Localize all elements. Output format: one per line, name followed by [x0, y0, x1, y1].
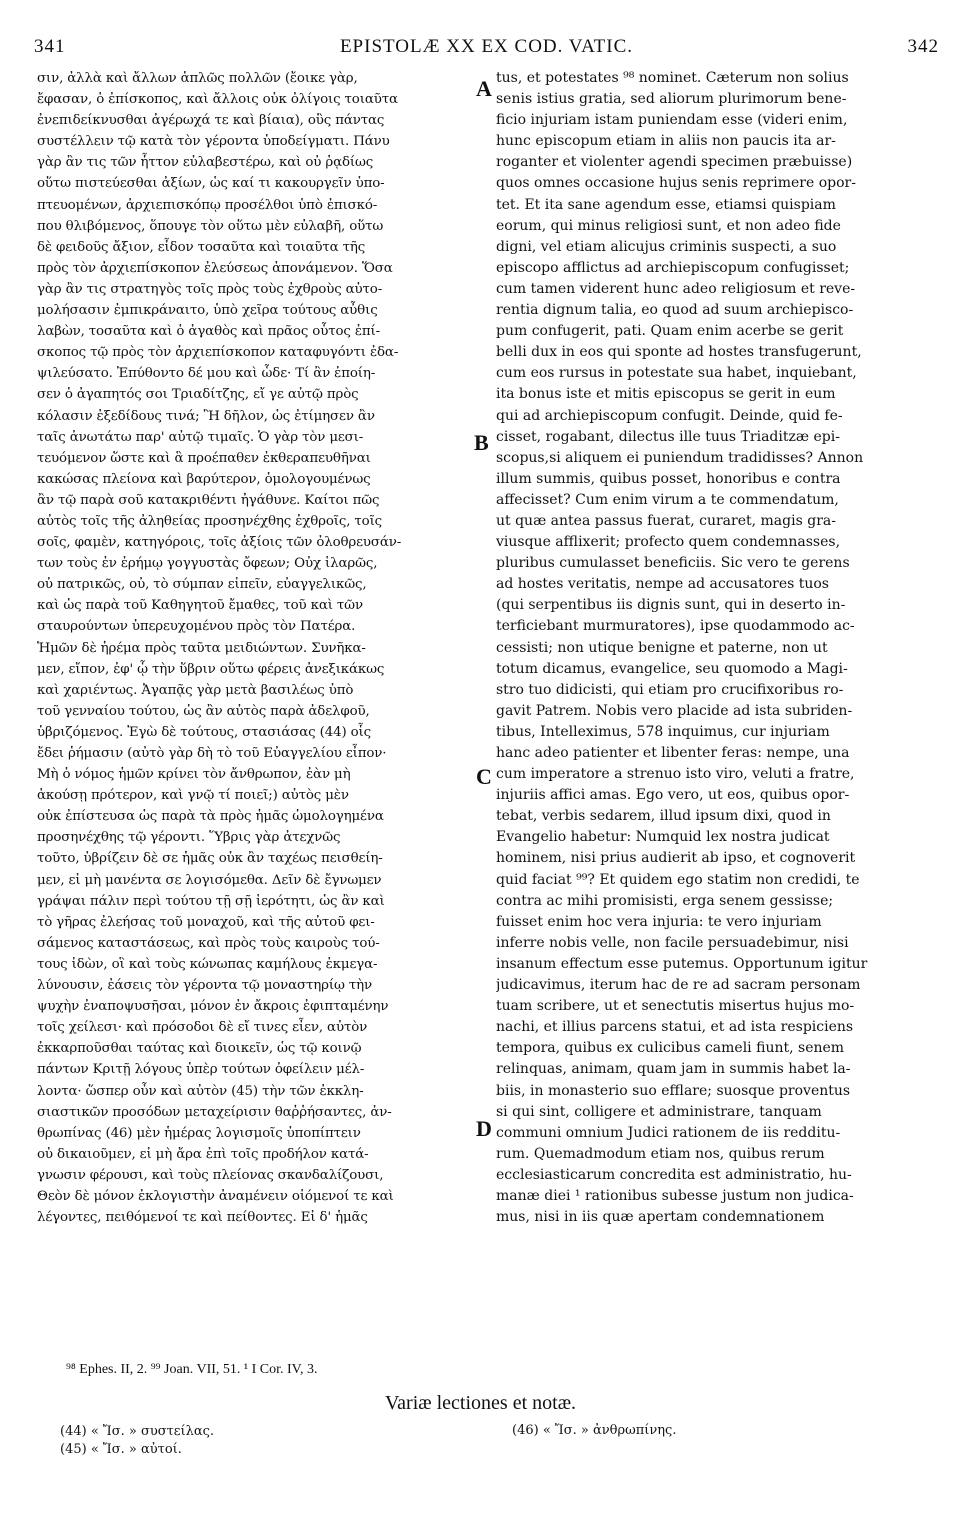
running-title: EPISTOLÆ XX EX COD. VATIC.	[339, 36, 634, 57]
text-line: τοῖς χείλεσι· καὶ πρόσοδοι δὲ εἴ τινες εἶεν, αὐτὸν	[37, 1020, 368, 1036]
latin-text-column	[496, 68, 928, 1228]
text-line: injuriis affici amas. Ego vero, ut eos, quibus opor-	[496, 787, 850, 804]
text-line: ἂν τῷ παρὰ σοῦ κατακριθέντι ἠγάθυνε. Καίτοι πῶς	[37, 492, 380, 508]
text-line: μεν, εἴπον, ἐφ' ᾧ τὴν ὕβριν οὕτω φέρεις ἀνεξικάκως	[37, 661, 385, 677]
text-line: οὕτω πιστεύεσθαι ἀξίων, ὡς καί τι κακουργεῖν ὑπο-	[37, 176, 385, 192]
text-line: communi omnium Judici rationem de iis redditu-	[496, 1124, 841, 1141]
text-line: γὰρ ἂν τις τῶν ἧττον εὐλαβεστέρω, καὶ οὐ ῥᾳδίως	[37, 155, 374, 171]
text-line: καὶ χαριέντως. Ἀγαπᾷς γὰρ μετὰ βασιλέως ὑπὸ	[37, 682, 354, 698]
text-line: λαβὼν, τοσαῦτα καὶ ὁ ἀγαθὸς καὶ πρᾶος οὗτος ἐπί-	[37, 324, 380, 340]
text-line: Ἡμῶν δὲ ἠρέμα πρὸς ταῦτα μειδιώντων. Συνῆκα-	[37, 640, 366, 656]
text-line: ὑβριζόμενος. Ἐγὼ δὲ τούτους, στασιάσας (44) οἷς	[37, 724, 371, 740]
text-line: senis istius gratia, sed aliorum plurimorum bene-	[496, 91, 847, 108]
text-line: ψιλεύσατο. Ἐπύθοντο δέ μου καὶ ὧδε· Τί ἂν ἐποίη-	[37, 366, 376, 382]
margin-letter-d: D	[476, 1116, 492, 1141]
text-line: τοῦτο, ὑβρίζειν δὲ σε ἡμᾶς οὐκ ἂν ταχέως πεισθείη-	[37, 851, 383, 867]
greek-text-column	[37, 68, 485, 1228]
text-line: (qui serpentibus iis dignis sunt, qui in deserto in-	[496, 597, 846, 614]
text-line: ficio injuriam istam puniendam esse (videri enim,	[496, 112, 848, 129]
text-line: οὐ δικαιοῦμεν, εἰ μὴ ἄρα ἐπὶ τοῖς προδήλον κατά-	[37, 1146, 369, 1162]
text-line: tebat, verbis sedarem, illud ipsum dixi, quod in	[496, 808, 831, 825]
text-line: cum imperatore a strenuo isto viro, veluti a fratre,	[496, 766, 855, 783]
text-line: cessisti; non utique benigne et paterne, non ut	[496, 639, 828, 656]
text-line: judicavimus, iterum hac de re ad sacram personam	[496, 977, 861, 994]
variant-note: (45) « Ἴσ. » αὐτοί.	[60, 1442, 182, 1457]
text-line: roganter et violenter agendi specimen præbuisse)	[496, 154, 853, 171]
text-line: hunc episcopum etiam in aliis non paucis ita ar-	[496, 133, 836, 150]
text-line: eorum, qui minus religiosi sunt, et non adeo fide	[496, 217, 841, 234]
text-line: των τοὺς ἐν ἐρήμῳ γογγυστὰς ὄφεων; Οὐχ ἱλαρῶς,	[37, 556, 378, 572]
scripture-references: ⁹⁸ Ephes. II, 2. ⁹⁹ Joan. VII, 51. ¹ I Cor. IV, 3.	[66, 1362, 318, 1377]
text-line: contra ac mihi promisisti, erga senem gessisse;	[496, 892, 834, 909]
text-line: cum eos rursus in potestate sua habet, inquiebant,	[496, 365, 857, 382]
text-line: δὲ φειδοῦς ἄξιον, εἶδον τοσαῦτα καὶ τοιαῦτα τῆς	[37, 239, 366, 255]
text-line: tuam scribere, ut et senectutis misertus hujus mo-	[496, 998, 855, 1015]
text-line: hanc adeo patienter et libenter feras: nempe, una	[496, 745, 850, 761]
text-line: πτευομένων, ἀρχιεπισκόπῳ προσέλθοι ὑπὸ ἐπισκό-	[37, 197, 378, 213]
text-line: qui ad archiepiscopum confugit. Deinde, quid fe-	[496, 407, 843, 424]
text-line: cum tamen viderent hunc adeo religiosum et reve-	[496, 280, 856, 297]
text-line: λέγοντες, πειθόμενοί τε καὶ πείθοντες. Εἰ δ' ἡμᾶς	[37, 1210, 368, 1226]
text-line: tus, et potestates ⁹⁸ nominet. Cæterum non solius	[496, 70, 849, 86]
text-line: pum confugerit, pati. Quam enim acerbe se gerit	[496, 323, 844, 340]
text-line: ἐνεπιδείκνυσθαι ἀγέρωχά τε καὶ βίαια), οὓς πάντας	[37, 113, 385, 129]
text-line: biis, in monasterio suo efflare; suosque proventus	[496, 1082, 851, 1099]
page-number-left: 341	[34, 36, 66, 57]
text-line: προσηνέχθης τῷ γέροντι. Ὕβρις γὰρ ἀτεχνῶς	[37, 830, 341, 846]
text-line: pluribus cumulasset beneficiis. Sic vero te gerens	[496, 555, 850, 572]
text-line: γὰρ ἂν τις στρατηγὸς τοῖς πρὸς τοὺς ἐχθροὺς αὐτο-	[37, 281, 383, 297]
text-line: totum dicamus, evangelice, seu quomodo a Magi-	[496, 660, 848, 677]
text-line: πρὸς τὸν ἀρχιεπίσκοπον ἐλεύσεως ἀπονάμενον. Ὅσα	[37, 260, 393, 276]
variae-heading: Variæ lectiones et notæ.	[384, 1392, 577, 1414]
text-line: τὸ γῆρας ἐλεήσας τοῦ μοναχοῦ, καὶ τῆς αὐτοῦ φει-	[37, 914, 375, 930]
page-number-right: 342	[907, 36, 939, 57]
text-line: ψυχὴν ἐναποψυσῆσαι, μόνον ἐν ἄκροις ἐφιπταμένην	[37, 999, 389, 1015]
text-line: inferre nobis velle, non facile persuadebimur, nisi	[496, 934, 849, 951]
text-line: κόλασιν ἐξεδίδους τινά; Ἢ δῆλον, ὡς ἐτίμησεν ἂν	[37, 408, 375, 424]
text-line: λύνουσιν, ἐάσεις τὸν γέροντα τῷ μοναστηρίῳ τὴν	[37, 978, 372, 994]
text-line: tibus, Intelleximus, 578 inquimus, cur injuriam	[496, 723, 830, 740]
text-line: rentia dignum talia, eo quod ad suum archiepisco-	[496, 302, 854, 319]
text-line: illum summis, quibus posset, honoribus e contra	[496, 470, 841, 487]
text-line: γνωσιν φέρουσι, καὶ τοὺς πλείονας σκανδαλίζουσι,	[37, 1167, 384, 1183]
text-line: relinquas, animam, quam jam in summis habet la-	[496, 1061, 851, 1078]
text-line: fuisset enim hoc vera injuria: te vero injuriam	[496, 913, 822, 930]
text-line: καὶ ὡς παρὰ τοῦ Καθηγητοῦ ἔμαθες, τοῦ καὶ τῶν	[37, 598, 363, 614]
text-line: σιαστικῶν προσόδων μεταχείρισιν θαῤῥήσαντες, ἀν-	[37, 1104, 392, 1120]
text-line: μολήσασιν ἐμπικράναιτο, ὑπὸ χεῖρα τούτους αὖθις	[37, 303, 378, 319]
text-line: ἔδει ῥήμασιν (αὐτὸ γὰρ δὴ τὸ τοῦ Εὐαγγελίου εἶπον·	[37, 746, 387, 761]
text-line: οὐ πατρικῶς, οὐ, τὸ σύμπαν εἰπεῖν, εὐαγγελικῶς,	[37, 577, 367, 593]
text-line: ecclesiasticarum concredita est administratio, hu-	[496, 1166, 852, 1183]
text-line: si qui sint, colligere et administrare, tanquam	[496, 1103, 822, 1120]
text-line: gavit Patrem. Nobis vero placide ad ista subriden-	[496, 702, 853, 719]
margin-letter-a: A	[476, 76, 492, 101]
text-line: affecisset? Cum enim virum a te commendatum,	[496, 491, 839, 508]
text-line: tempora, quibus ex culicibus cameli fiunt, senem	[496, 1040, 845, 1057]
text-line: μεν, εἰ μὴ μανέντα σε λογισόμεθα. Δεῖν δὲ ἔγνωμεν	[37, 872, 382, 888]
text-line: Evangelio habetur: Numquid lex nostra judicat	[496, 829, 830, 846]
variant-note: (46) « Ἴσ. » ἀνθρωπίνης.	[512, 1423, 677, 1438]
text-line: Θεὸν δὲ μόνον ἐκλογιστὴν ἀναμένειν οἰόμενοί τε καὶ	[37, 1188, 394, 1204]
text-line: ἀκούσῃ πρότερον, καὶ γνῷ τί ποιεῖ;) αὐτὸς μὲν	[37, 788, 349, 804]
text-line: σιν, ἀλλὰ καὶ ἄλλων ἁπλῶς πολλῶν (ἔοικε γὰρ,	[37, 71, 358, 86]
text-line: nachi, et illius parcens statui, et ad ista respiciens	[496, 1019, 854, 1036]
text-line: tet. Et ita sane agendum esse, etiamsi quispiam	[496, 196, 836, 213]
text-line: digni, vel etiam alicujus criminis suspecti, a suo	[496, 238, 837, 255]
text-line: συστέλλειν τῷ κατὰ τὸν γέροντα ὑποδείγματι. Πάνυ	[37, 134, 390, 150]
text-line: hominem, nisi prius audierit ab ipso, et cognoverit	[496, 850, 856, 867]
text-line: ἔφασαν, ὁ ἐπίσκοπος, καὶ ἄλλοις οὐκ ὀλίγοις τοιαῦτα	[37, 92, 398, 108]
text-line: γράψαι πάλιν περὶ τούτου τῇ σῇ ἱερότητι, ὡς ἂν καὶ	[37, 893, 385, 909]
text-line: episcopo afflictus ad archiepiscopum confugisset;	[496, 259, 850, 276]
text-line: λοντα· ὥσπερ οὖν καὶ αὐτὸν (45) τὴν τῶν ἐκκλη-	[37, 1083, 364, 1099]
text-line: stro tuo didicisti, qui etiam pro crucifixoribus ro-	[496, 681, 844, 698]
text-line: τους ἰδὼν, οἳ καὶ τοὺς κώνωπας καμήλους ἐκμεγα-	[37, 956, 378, 972]
text-line: quid faciat ⁹⁹? Et quidem ego statim non credidi, te	[496, 871, 860, 888]
text-line: belli dux in eos qui sponte ad hostes transfugerunt,	[496, 344, 862, 361]
text-line: που θλιβόμενος, ὅπουγε τὸν οὕτω μὲν εὐλαβῆ, οὕτω	[37, 218, 384, 234]
text-line: κακώσας πλείονα καὶ βαρύτερον, ὁμολογουμένως	[37, 471, 371, 487]
text-line: mus, nisi in iis quæ apertam condemnationem	[496, 1209, 825, 1226]
text-line: ad hostes veritatis, nempe ad accusatores tuos	[496, 576, 829, 593]
text-line: σοῖς, φαμὲν, κατηγόροις, τοῖς ἀξίοις τῶν ὀλοθρευσάν-	[37, 535, 402, 551]
text-line: σεν ὁ ἀγαπητός σοι Τριαδίτζης, εἴ γε αὐτῷ πρὸς	[37, 387, 359, 403]
text-line: σάμενος καταστάσεως, καὶ πρὸς τοὺς καιροὺς τού-	[37, 935, 380, 951]
text-line: οὐκ ἐπίστευσα ὡς παρὰ τὰ πρὸς ἡμᾶς ὡμολογημένα	[37, 809, 384, 825]
text-line: rum. Quemadmodum etiam nos, quibus rerum	[496, 1145, 825, 1162]
text-line: manæ diei ¹ rationibus subesse justum non judica-	[496, 1187, 854, 1204]
text-line: scopus,si aliquem ei puniendum tradidisses? Annon	[496, 449, 864, 466]
text-line: τευόμενον ὥστε καὶ ἃ προέπαθεν ἐκθεραπευθῆναι	[37, 450, 371, 466]
text-line: ἐκκαρποῦσθαι ταύτας καὶ διοικεῖν, ὡς τῷ κοινῷ	[37, 1041, 362, 1057]
running-header	[34, 36, 939, 62]
text-line: τοῦ γενναίου τούτου, ὡς ἂν αὐτὸς παρὰ ἀδελφοῦ,	[37, 703, 370, 719]
text-line: ut quæ antea passus fuerat, curaret, magis gra-	[496, 512, 836, 529]
text-line: Μὴ ὁ νόμος ἡμῶν κρίνει τὸν ἄνθρωπον, ἐὰν μὴ	[37, 767, 351, 783]
text-line: insanum effectum esse putemus. Opportunum igitur	[496, 955, 868, 972]
margin-letter-c: C	[476, 764, 492, 789]
text-line: quos omnes occasione hujus senis reprimere opor-	[496, 175, 856, 192]
text-line: terficiebant murmuratores), ipse quodammodo ac-	[496, 618, 855, 635]
text-line: ταῖς ἀνωτάτω παρ' αὐτῷ τιμαῖς. Ὁ γὰρ τὸν μεσι-	[37, 429, 364, 445]
text-line: cisset, rogabant, dilectus ille tuus Triaditzæ epi-	[496, 428, 840, 445]
text-line: σκοπος τῷ πρὸς τὸν ἀρχιεπίσκοπον καταφυγόντι ἐδα-	[37, 345, 399, 361]
variant-note: (44) « Ἴσ. » συστείλας.	[60, 1424, 215, 1439]
text-line: αὐτὸς τοῖς τῆς ἀληθείας προσηνέχθης ἐχθροῖς, τοῖς	[37, 513, 383, 529]
text-line: ita bonus iste et mitis episcopus se gerit in eum	[496, 386, 836, 403]
text-line: θρωπίνας (46) μὲν ἡμέρας λογισμοῖς ὑποπίπτειν	[37, 1125, 361, 1141]
text-line: viusque afflixerit; profecto quem condemnasses,	[496, 534, 841, 551]
text-line: σταυρούντων ὑπερευχομένου πρὸς τὸν Πατέρα.	[37, 619, 356, 635]
margin-letter-b: B	[474, 430, 489, 455]
text-line: πάντων Κριτῇ λόγους ὑπὲρ τούτων ὀφείλειν μέλ-	[37, 1062, 365, 1078]
variae-notes-left	[60, 1423, 214, 1459]
